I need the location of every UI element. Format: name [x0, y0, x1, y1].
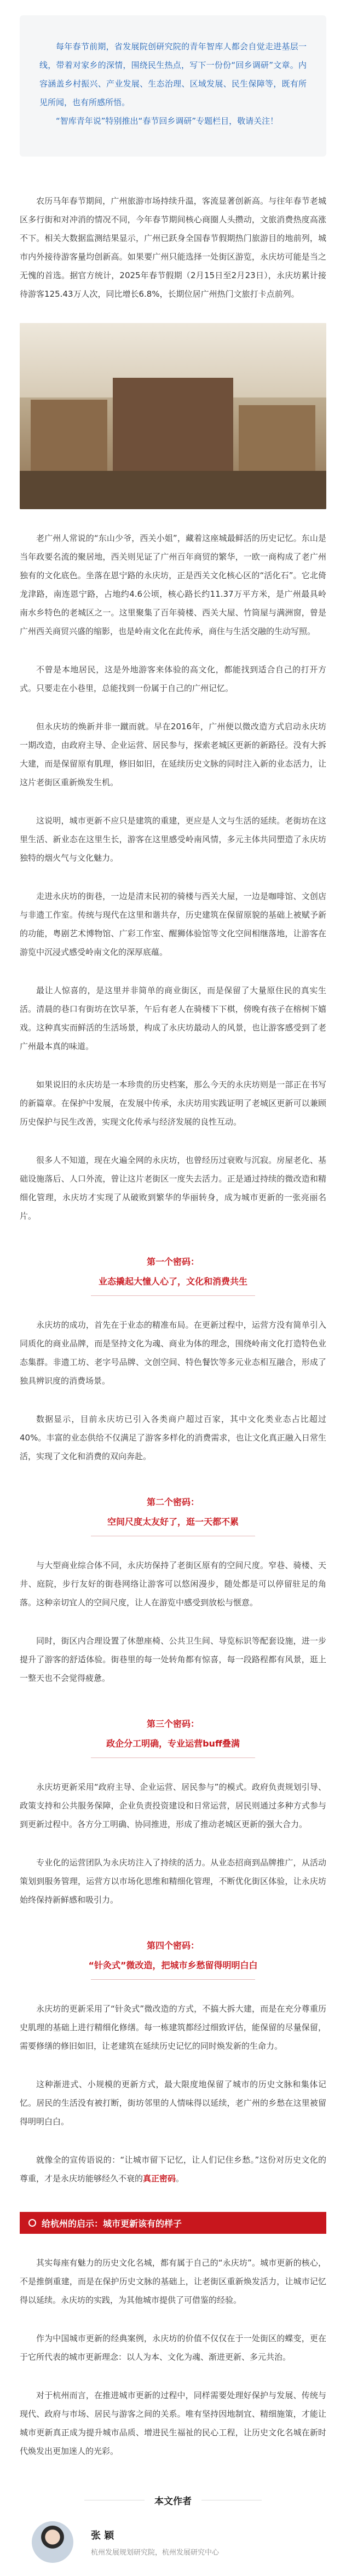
author-role: 杭州发展规划研究院，杭州发展研究中心 — [91, 2548, 220, 2557]
quote-lead: 就像全的宣传语说的：“让城市留下记忆，让人们记住乡愁。”这份对历史文化的尊重，才是永庆坊能够经久不衰的 — [20, 2155, 326, 2183]
intro-box — [20, 15, 326, 157]
body-paragraph: 走进永庆坊的街巷，一边是清末民初的骑楼与西关大屋，一边是咖啡馆、文创店与非遗工作室。传统与现代在这里和谐共存，历史建筑在保留原貌的基础上被赋予新的功能，粤剧艺术博物馆、广彩工作室、醒狮体验馆等文化空间相继落地，让游客在游览中沉浸式感受岭南文化的深厚底蕴。 — [20, 891, 326, 957]
section-heading — [20, 1938, 326, 1980]
body-paragraph: 永庆坊的成功，首先在于业态的精准布局。在更新过程中，运营方没有简单引入同质化的商业品牌，而是坚持文化为魂、商业为体的理念，围绕岭南文化打造特色业态集群。非遗工坊、老字号品牌、文创空间、特色餐饮等多元业态相互融合，形成了独具辨识度的消费场景。 — [20, 1320, 326, 1386]
intro-paragraph: 每年春节前期，省发展院创研究院的青年智库人都会自觉走进基层一线，带着对家乡的深情，围绕民生热点，写下一份份“回乡调研”文章。内容涵盖乡村振兴、产业发展、生态治理、区域发展、民生保障等，既有所见所闻，也有所感所悟。 — [39, 42, 307, 107]
section-label: 第二个密码： — [146, 1497, 199, 1507]
body-paragraph: 如果说旧的永庆坊是一本珍贵的历史档案，那么今天的永庆坊则是一部正在书写的新篇章。在保护中发展，在发展中传承，永庆坊用实践证明了老城区更新可以兼顾历史保护与民生改善，实现文化传承与经济发展的良性互动。 — [20, 1080, 326, 1127]
author-card — [20, 2521, 326, 2563]
section-heading — [20, 1716, 326, 1758]
body-paragraph: 作为中国城市更新的经典案例，永庆坊的价值不仅仅在于一处街区的蝶变，更在于它所代表的城市更新理念：以人为本、文化为魂、渐进更新、多元共治。 — [20, 2333, 326, 2362]
section-title: 业态撬起大憧人心了，文化和消费共生 — [98, 1276, 247, 1287]
body-paragraph: 但永庆坊的焕新并非一蹴而就。早在2016年，广州便以微改造方式启动永庆坊一期改造，由政府主导、企业运营、居民参与，探索老城区更新的新路径。没有大拆大建，而是保留原有肌理，修旧如旧，在延续历史文脉的同时注入新的业态活力，让这片老街区重新焕发生机。 — [20, 722, 326, 787]
section-title: 空间尺度太友好了，逛一天都不累 — [107, 1517, 239, 1527]
section-title: 政企分工明确，专业运营buff叠满 — [106, 1738, 240, 1749]
author-section-label: 本文作者 — [154, 2496, 192, 2507]
banner-title: 给杭州的启示：城市更新该有的样子 — [42, 2218, 182, 2229]
body-paragraph: 永庆坊的更新采用了“针灸式”微改造的方式，不搞大拆大建，而是在充分尊重历史肌理的基础上进行精细化修缮。每一栋建筑都经过细致评估，能保留的尽量保留，需要修缮的修旧如旧，让老建筑在延续历史记忆的同时焕发新的生命力。 — [20, 2004, 326, 2051]
body-paragraph: 同时，街区内合理设置了休憩座椅、公共卫生间、导览标识等配套设施，进一步提升了游客的舒适体验。街巷里的每一处转角都有惊喜，每一段路程都有风景，逛上一整天也不会觉得疲惫。 — [20, 1636, 326, 1683]
body-paragraph: 这说明，城市更新不应只是建筑的重建，更应是人文与生活的延续。老街坊在这里生活、新业态在这里生长，游客在这里感受岭南风情，多元主体共同塑造了永庆坊独特的烟火气与文化魅力。 — [20, 816, 326, 863]
section-divider — [91, 1757, 255, 1758]
article-photo — [20, 323, 326, 509]
body-paragraph: 最让人惊喜的，是这里并非简单的商业街区，而是保留了大量原住民的真实生活。清晨的巷口有街坊在饮早茶，午后有老人在骑楼下下棋，傍晚有孩子在榕树下嬉戏。这种真实而鲜活的生活场景，构成了永庆坊最动人的风景，也让游客感受到了老广州最本真的味道。 — [20, 986, 326, 1051]
closing-quote — [20, 2151, 326, 2188]
quote-highlight: 真正密码 — [143, 2174, 176, 2183]
body-paragraph: 对于杭州而言，在推进城市更新的过程中，同样需要处理好保护与发展、传统与现代、政府与市场、居民与游客之间的关系。唯有坚持因地制宜、精细施策，才能让城市更新真正成为提升城市品质、增进民生福祉的民心工程，让历史文化名城在新时代焕发出更加迷人的光彩。 — [20, 2390, 326, 2456]
body-paragraph: 永庆坊更新采用“政府主导、企业运营、居民参与”的模式。政府负责规划引导、政策支持和公共服务保障，企业负责投资建设和日常运营，居民则通过多种方式参与到更新过程中。各方分工明确、协同推进，形成了推动老城区更新的强大合力。 — [20, 1782, 326, 1829]
author-name: 张 颖 — [91, 2529, 114, 2542]
section-heading — [20, 1494, 326, 1536]
section-divider — [91, 1295, 255, 1296]
body-paragraph: 农历马年春节期间，广州旅游市场持续升温，客流显著创新高。与往年春节老城区多行街和对冲消的情况不同，今年春节期间核心商圈人头攒动，文旅消费热度高涨不下。相关大数据监测结果显示，广州已跃身全国春节假期热门旅游目的地前列，城市内外接待游客量均创新高。如果要广州只能选择一处街区游览，永庆坊可能是当之无愧的首选。据官方统计，2025年春节假期（2月15日至2月23日），永庆坊累计接待游客125.43万人次，同比增长6.8%，长期位居广州热门文旅打卡点前列。 — [20, 196, 326, 299]
section-heading — [20, 1254, 326, 1296]
author-separator — [20, 2493, 326, 2507]
body-paragraph: 很多人不知道，现在火遍全网的永庆坊，也曾经历过衰败与沉寂。房屋老化、基础设施落后、人口外流，曾让这片老街区一度失去活力。正是通过持续的微改造和精细化管理，永庆坊才实现了从破败到繁华的华丽转身，成为城市更新的一张亮丽名片。 — [20, 1155, 326, 1221]
body-paragraph: 专业化的运营团队为永庆坊注入了持续的活力。从业态招商到品牌推广，从活动策划到服务管理，运营方以市场化思维和精细化管理，不断优化街区体验，让永庆坊始终保持新鲜感和吸引力。 — [20, 1858, 326, 1905]
body-paragraph: 这种渐进式、小规模的更新方式，最大限度地保留了城市的历史文脉和集体记忆。居民的生活没有被打断，街坊邻里的人情味得以延续，老广州的乡愁在这里被留得明明白白。 — [20, 2079, 326, 2127]
section-label: 第一个密码： — [146, 1257, 199, 1267]
body-paragraph: 数据显示，目前永庆坊已引入各类商户超过百家，其中文化类业态占比超过40%。丰富的业态供给不仅满足了游客多样化的消费需求，也让文化真正融入日常生活，实现了文化和消费的双向奔赴。 — [20, 1414, 326, 1461]
section-label: 第三个密码： — [146, 1719, 199, 1729]
avatar — [32, 2521, 73, 2563]
section-title: “针灸式”微改造，把城市乡愁留得明明白白 — [88, 1960, 258, 1970]
body-paragraph: 不曾是本地居民，这是外地游客来体验的高文化，都能找到适合自己的打开方式。只要走在小巷里，总能找到一份属于自己的广州记忆。 — [20, 665, 326, 693]
section-label: 第四个密码： — [146, 1940, 199, 1951]
body-paragraph: 老广州人常说的“东山少爷，西关小姐”，藏着这座城最鲜活的历史记忆。东山是当年政要名流的聚居地，西关则见证了广州百年商贸的繁华，一欧一商构成了老广州独有的文化底色。坐落在恩宁路的永庆坊，正是西关文化核心区的“活化石”。它北倚龙津路，南连恩宁路，占地约4.6公顷，核心路长约11.37万平方米，是广州最具岭南水乡特色的老城区之一。这里聚集了百年骑楼、西关大屋、竹筒屋与满洲窗，曾是广州西关商贸兴盛的缩影，也是岭南文化在此传承，商住与生活交融的生动写照。 — [20, 533, 326, 636]
body-paragraph: 其实每座有魅力的历史文化名城，都有属于自己的“永庆坊”。城市更新的核心，不是推倒重建，而是在保护历史文脉的基础上，让老街区重新焕发活力，让城市记忆得以延续。永庆坊的实践，为其他城市提供了可借鉴的经验。 — [20, 2258, 326, 2305]
circle-mark-icon — [28, 2219, 36, 2227]
section-divider — [91, 1979, 255, 1980]
section-banner — [20, 2212, 326, 2234]
intro-paragraph: “智库青年说”特别推出“春节回乡调研”专题栏目，敬请关注！ — [56, 116, 279, 126]
body-paragraph: 与大型商业综合体不同，永庆坊保持了老街区原有的空间尺度。窄巷、骑楼、天井、庭院，步行友好的街巷网络让游客可以悠闲漫步，随处都是可以停留驻足的角落。这种亲切宜人的空间尺度，让人在游览中感受到放松与惬意。 — [20, 1560, 326, 1607]
quote-tail: 。 — [176, 2174, 184, 2183]
